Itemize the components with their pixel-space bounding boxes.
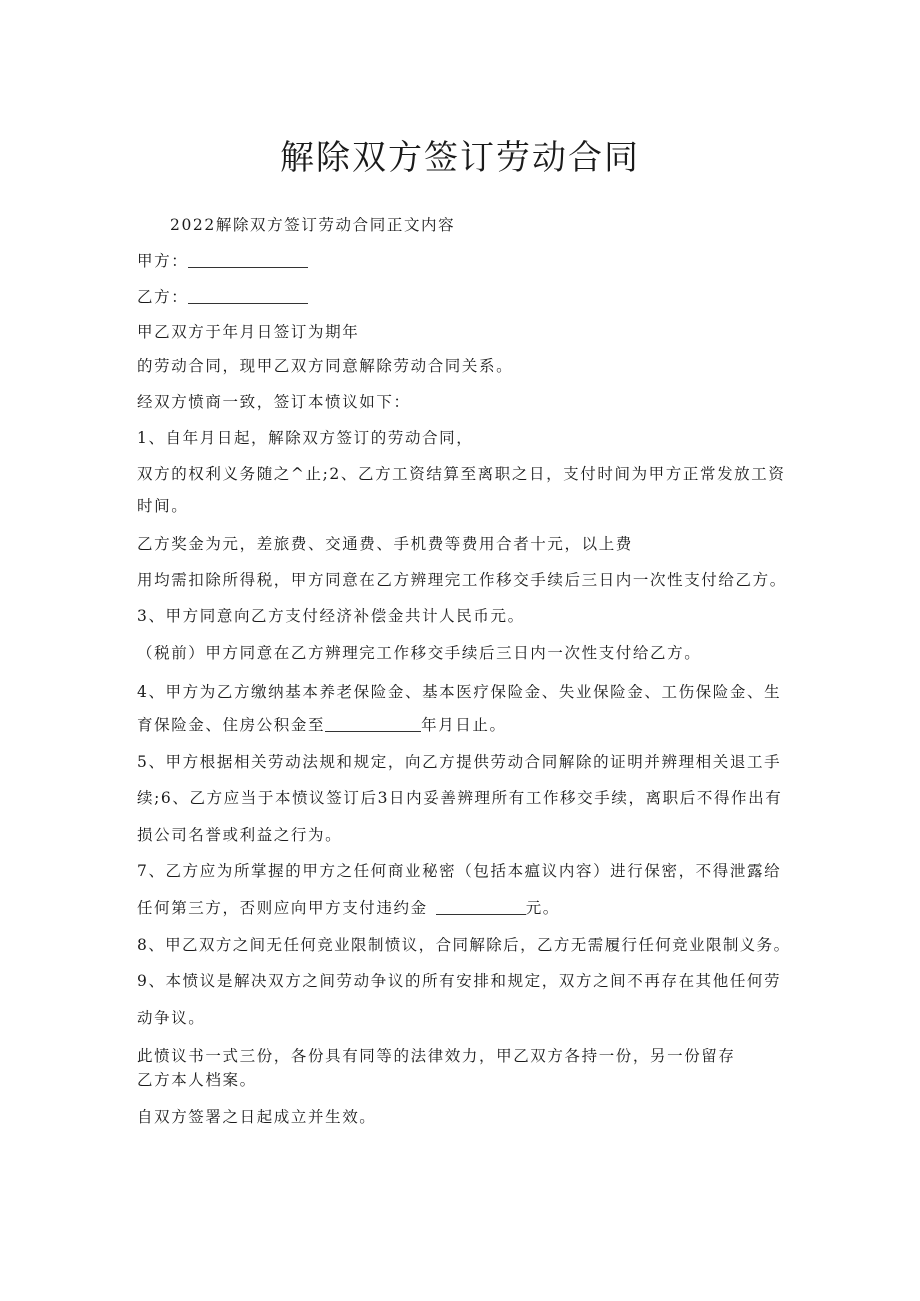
clause-4-prefix: 育保险金、住房公积金至 [137,716,326,734]
clause-2-line: 乙方奖金为元，差旅费、交通费、手机费等费用合者十元，以上费 [137,535,633,553]
clause-1-line: 1、自年月日起，解除双方签订的劳动合同， [137,429,474,447]
clause-4-line [137,714,507,736]
paragraph-line: 的劳动合同，现甲乙双方同意解除劳动合同关系。 [137,357,514,375]
clause-2-line: 双方的权利义务随之^止;2、乙方工资结算至离职之日，支付时间为甲方正常发放工资 [137,465,786,483]
insurance-date-blank [325,715,421,732]
party-b-line [137,286,308,308]
party-b-label: 乙方： [137,288,189,306]
paragraph-line: 经双方愤商一致，签订本愤议如下： [137,393,411,411]
clause-7-prefix: 任何第三方，否则应向甲方支付违约金 [137,899,428,917]
party-a-label: 甲方： [137,252,189,270]
party-a-line [137,250,308,272]
clause-7-suffix: 元。 [525,899,560,917]
clause-7-line [137,897,560,919]
clause-5-line: 5、甲方根据相关劳动法规和规定，向乙方提供劳动合同解除的证明并辨理相关退工手 [137,753,782,771]
clause-4-line: 4、甲方为乙方缴纳基本养老保险金、基本医疗保险金、失业保险金、工伤保险金、生 [137,683,782,701]
clause-3-line: 3、甲方同意向乙方支付经济补偿金共计人民币元。 [137,607,525,625]
clause-3-line: （税前）甲方同意在乙方辨理完工作移交手续后三日内一次性支付给乙方。 [137,644,702,662]
clause-4-suffix: 年月日止。 [421,716,507,734]
party-b-blank [188,287,308,304]
effective-line: 自双方签署之日起成立并生效。 [137,1108,377,1126]
clause-9-line: 动争议。 [137,1009,206,1027]
clause-6-line: 续;6、乙方应当于本愤议签订后3日内妥善辨理所有工作移交手续，离职后不得作出有 [137,789,783,807]
clause-2-line: 时间。 [137,497,189,515]
document-subtitle: 2022解除双方签订劳动合同正文内容 [170,216,456,234]
copies-line: 乙方本人档案。 [137,1071,257,1089]
clause-9-line: 9、本愤议是解决双方之间劳动争议的所有安排和规定，双方之间不再存在其他任何劳 [137,972,782,990]
clause-2-line: 用均需扣除所得税，甲方同意在乙方辨理完工作移交手续后三日内一次性支付给乙方。 [137,571,787,589]
paragraph-line: 甲乙双方于年月日签订为期年 [137,323,360,341]
penalty-amount-blank [436,898,526,915]
clause-8-line: 8、甲乙双方之间无任何竞业限制愤议，合同解除后，乙方无需履行任何竞业限制义务。 [137,936,791,954]
document-title: 解除双方签订劳动合同 [280,138,640,178]
copies-line: 此愤议书一式三份，各份具有同等的法律效力，甲乙双方各持一份，另一份留存 [137,1047,736,1065]
clause-6-line: 损公司名誉或利益之行为。 [137,826,343,844]
clause-7-line: 7、乙方应为所掌握的甲方之任何商业秘密（包括本瘟议内容）进行保密，不得泄露给 [137,862,782,880]
party-a-blank [188,251,308,268]
